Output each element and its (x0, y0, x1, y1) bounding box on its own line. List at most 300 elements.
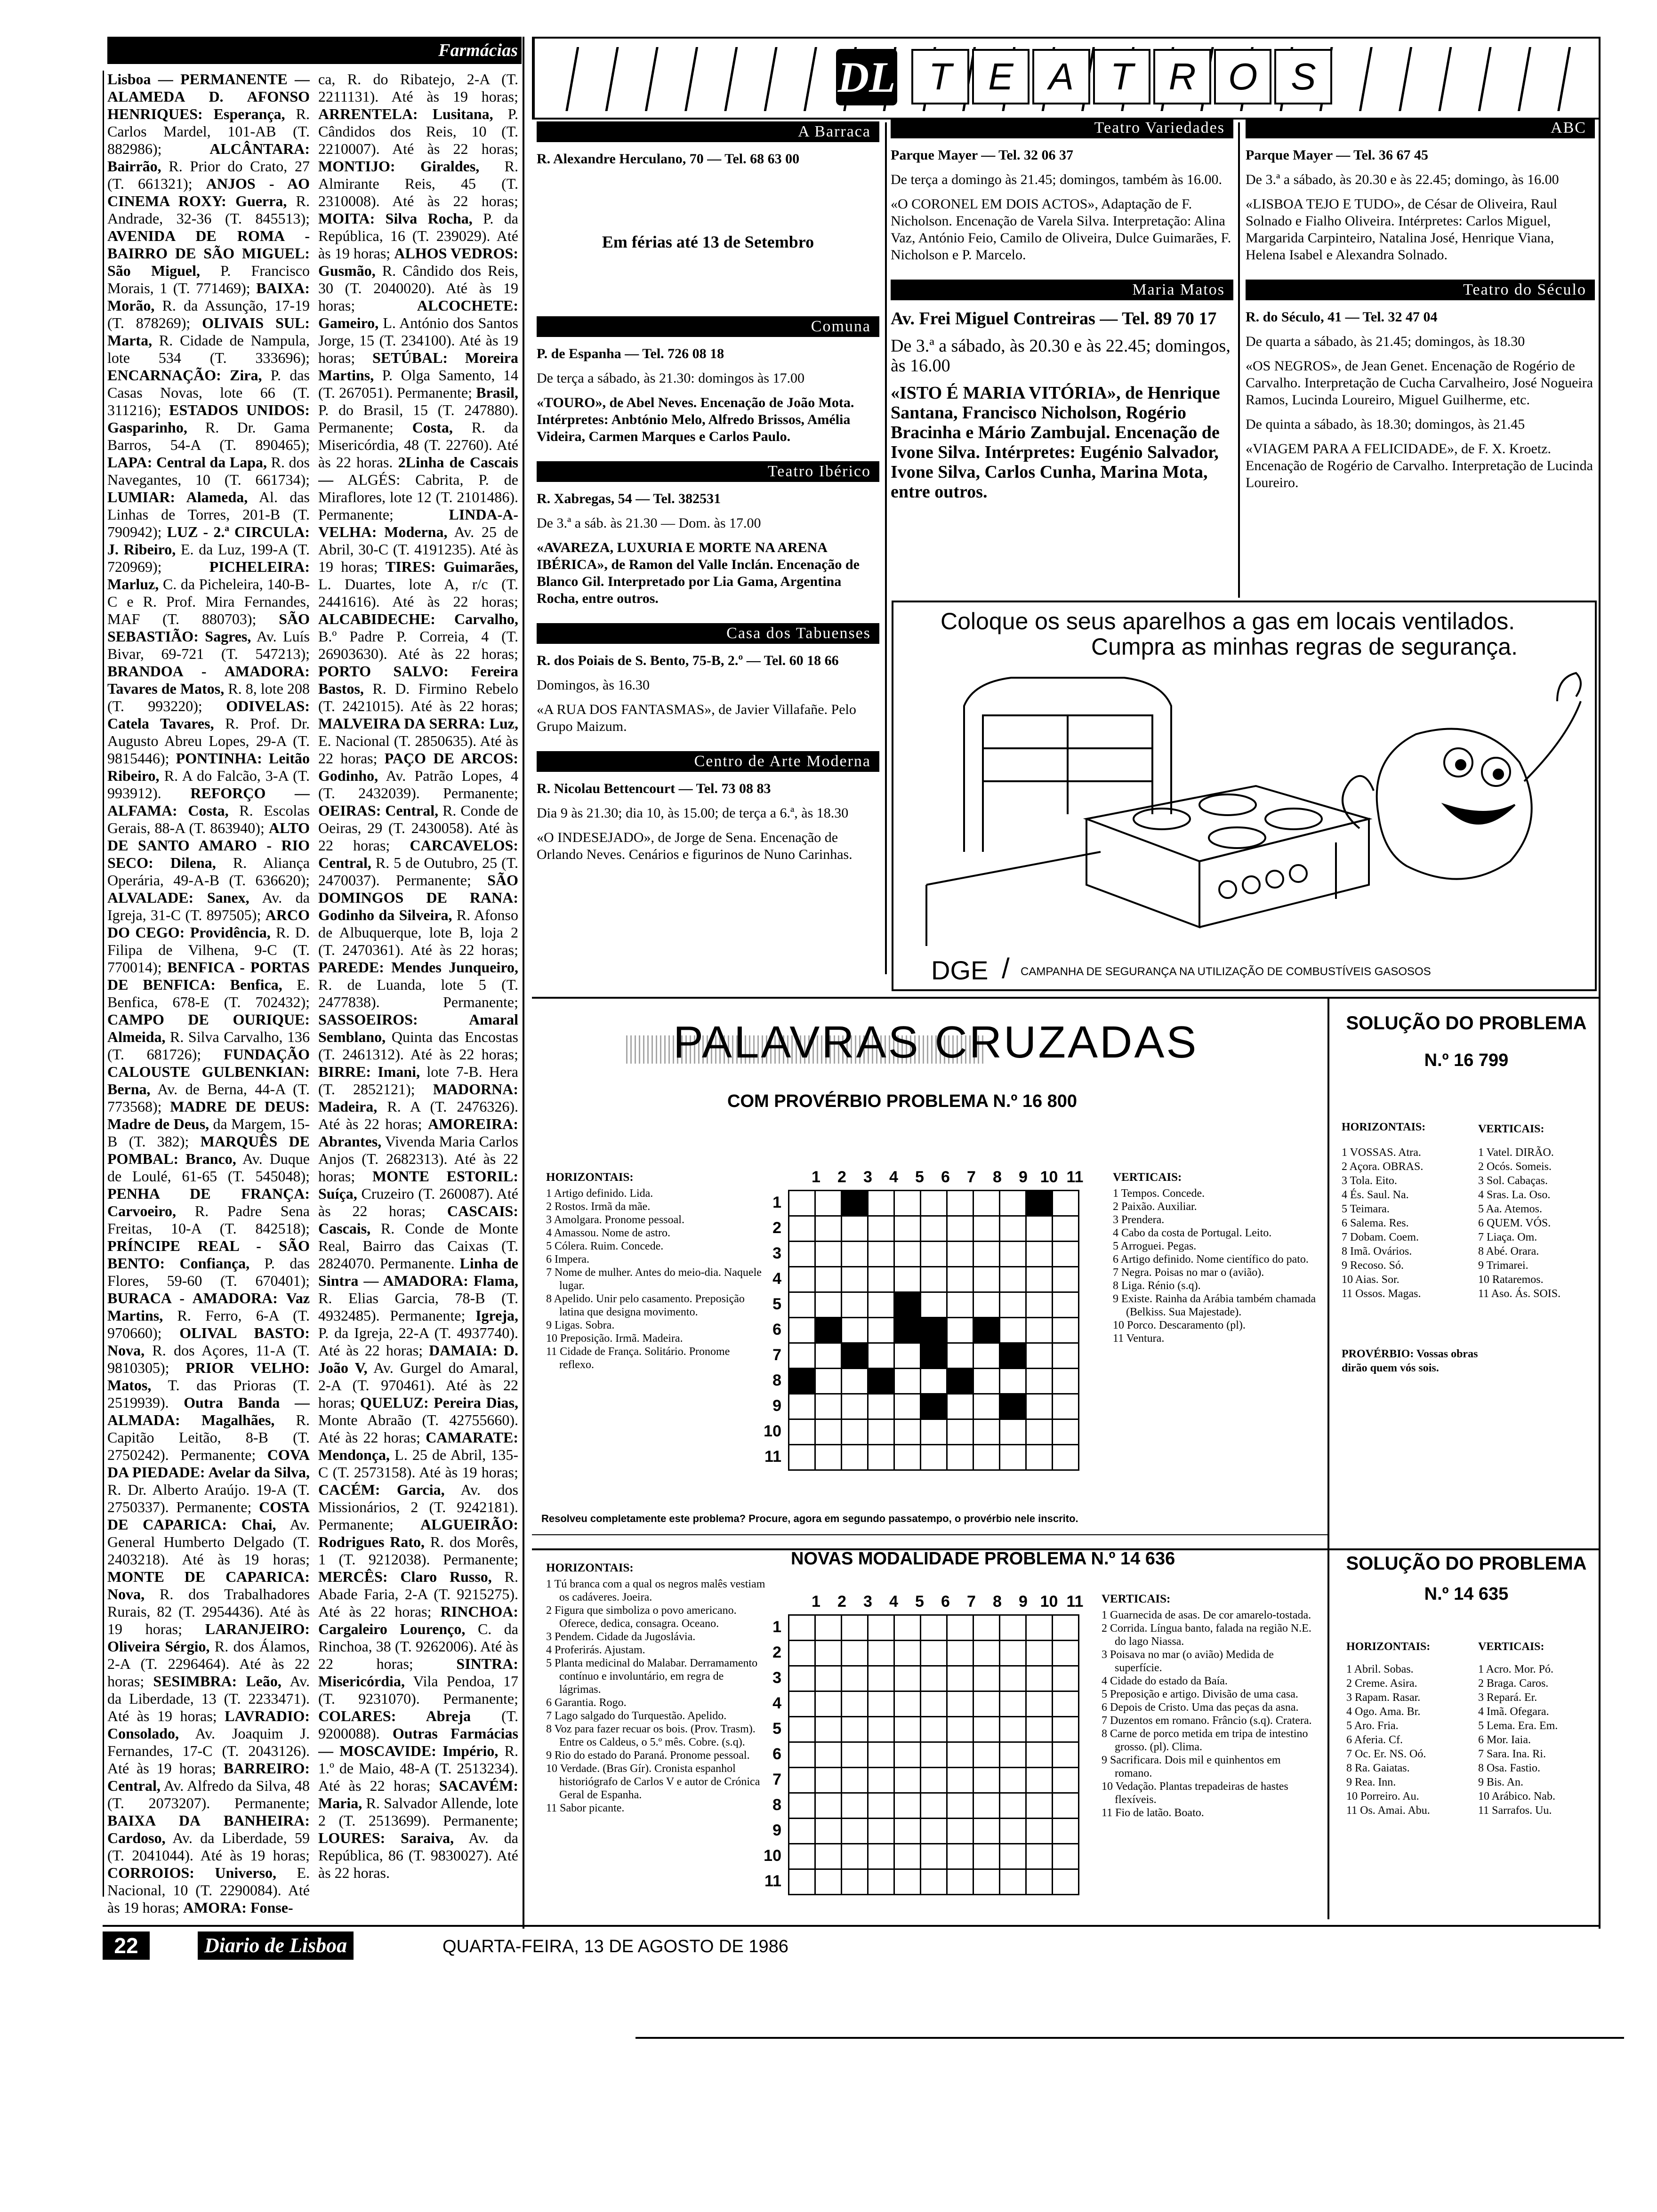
grid-row-number: 9 (772, 1821, 781, 1839)
grid-cell[interactable] (789, 1691, 815, 1717)
crossword2-grid[interactable] (788, 1614, 1079, 1895)
pharmacy-details: lote 7-B. Hera (T. 2852121); (318, 1063, 518, 1098)
grid-cell[interactable] (921, 1869, 947, 1895)
grid-cell[interactable] (842, 1717, 868, 1742)
grid-cell[interactable] (973, 1369, 1000, 1394)
grid-cell[interactable] (973, 1343, 1000, 1369)
grid-cell[interactable] (789, 1318, 815, 1343)
grid-cell[interactable] (789, 1666, 815, 1691)
grid-black-cell (1000, 1394, 1026, 1419)
grid-cell[interactable] (973, 1394, 1000, 1419)
grid-cell[interactable] (1053, 1869, 1079, 1895)
pharmacy-details: R. Afonso de Albuquerque, lote B, loja 2 (T. 2470361). Até às 22 horas; (318, 906, 518, 958)
grid-cell[interactable] (921, 1242, 947, 1267)
crossword2-horizontais (546, 1562, 767, 1919)
clue-item: 9 Recoso. Só. (1342, 1259, 1404, 1272)
grid-cell[interactable] (842, 1819, 868, 1844)
grid-cell[interactable] (973, 1869, 1000, 1895)
grid-cell[interactable] (1026, 1793, 1053, 1819)
grid-cell[interactable] (1000, 1191, 1026, 1216)
grid-cell[interactable] (921, 1844, 947, 1869)
grid-cell[interactable] (1000, 1615, 1026, 1641)
grid-cell[interactable] (868, 1641, 894, 1666)
grid-cell[interactable] (868, 1819, 894, 1844)
grid-cell[interactable] (973, 1768, 1000, 1793)
grid-cell[interactable] (815, 1369, 842, 1394)
grid-cell[interactable] (1053, 1394, 1079, 1419)
grid-cell[interactable] (921, 1615, 947, 1641)
grid-cell[interactable] (815, 1615, 842, 1641)
grid-cell[interactable] (947, 1717, 973, 1742)
pharmacy-name: PAÇO DE ARCOS: Godinho, (318, 750, 518, 784)
grid-cell[interactable] (894, 1819, 921, 1844)
grid-cell[interactable] (1053, 1666, 1079, 1691)
grid-cell[interactable] (1000, 1216, 1026, 1242)
grid-cell[interactable] (921, 1641, 947, 1666)
grid-cell[interactable] (921, 1216, 947, 1242)
grid-cell[interactable] (1000, 1768, 1026, 1793)
grid-cell[interactable] (973, 1717, 1000, 1742)
grid-cell[interactable] (894, 1717, 921, 1742)
solution1-title: SOLUÇÃO DO PROBLEMA (1346, 1013, 1587, 1034)
grid-cell[interactable] (842, 1394, 868, 1419)
grid-cell[interactable] (1026, 1869, 1053, 1895)
grid-cell[interactable] (815, 1717, 842, 1742)
grid-cell[interactable] (921, 1445, 947, 1470)
theatre-name-bar: ABC (1246, 118, 1595, 138)
grid-cell[interactable] (894, 1666, 921, 1691)
grid-cell[interactable] (973, 1216, 1000, 1242)
grid-cell[interactable] (921, 1819, 947, 1844)
grid-cell[interactable] (789, 1292, 815, 1318)
grid-row (789, 1819, 1079, 1844)
grid-cell[interactable] (947, 1292, 973, 1318)
grid-cell[interactable] (842, 1242, 868, 1267)
grid-cell[interactable] (921, 1191, 947, 1216)
grid-cell[interactable] (1026, 1717, 1053, 1742)
grid-row-number: 3 (772, 1244, 781, 1262)
grid-cell[interactable] (815, 1691, 842, 1717)
grid-cell[interactable] (789, 1191, 815, 1216)
grid-cell[interactable] (947, 1691, 973, 1717)
grid-cell[interactable] (868, 1869, 894, 1895)
clue-item: 5 Planta medicinal do Malabar. Derramamento contínuo e involuntário, em regra de lágrimas. (546, 1657, 758, 1696)
grid-cell[interactable] (1026, 1641, 1053, 1666)
grid-cell[interactable] (868, 1267, 894, 1292)
grid-cell[interactable] (868, 1242, 894, 1267)
grid-cell[interactable] (894, 1615, 921, 1641)
pharmacy-name: Lisboa — PERMANENTE — ALAMEDA D. AFONSO HENRIQUES: Esperança, (107, 71, 310, 122)
grid-cell[interactable] (1026, 1419, 1053, 1445)
grid-cell[interactable] (894, 1242, 921, 1267)
grid-cell[interactable] (894, 1394, 921, 1419)
grid-cell[interactable] (1026, 1844, 1053, 1869)
grid-cell[interactable] (789, 1742, 815, 1768)
grid-cell[interactable] (947, 1419, 973, 1445)
grid-cell[interactable] (1000, 1793, 1026, 1819)
grid-cell[interactable] (868, 1691, 894, 1717)
grid-cell[interactable] (947, 1191, 973, 1216)
grid-cell[interactable] (947, 1641, 973, 1666)
grid-cell[interactable] (1053, 1369, 1079, 1394)
grid-cell[interactable] (842, 1869, 868, 1895)
pharmacy-details: R. de Luanda, lote 5 (T. 2477838). Permanente; (318, 976, 518, 1010)
grid-column-number: 10 (1040, 1168, 1058, 1186)
pharmacy-name: MERCÊS: Claro Russo, (318, 1568, 492, 1585)
grid-cell[interactable] (815, 1869, 842, 1895)
pharmacy-name: Linha de Sintra — AMADORA: Flama, (318, 1255, 518, 1289)
grid-cell[interactable] (868, 1742, 894, 1768)
grid-cell[interactable] (868, 1292, 894, 1318)
clue-item: 10 Porreiro. Au. (1346, 1790, 1419, 1803)
grid-cell[interactable] (921, 1369, 947, 1394)
grid-cell[interactable] (973, 1691, 1000, 1717)
grid-cell[interactable] (789, 1267, 815, 1292)
grid-cell[interactable] (1000, 1318, 1026, 1343)
grid-cell[interactable] (894, 1869, 921, 1895)
grid-cell[interactable] (1000, 1691, 1026, 1717)
grid-cell[interactable] (842, 1419, 868, 1445)
theatre-name-bar: Teatro Ibérico (537, 461, 879, 482)
grid-cell[interactable] (1026, 1242, 1053, 1267)
grid-cell[interactable] (868, 1191, 894, 1216)
pharmacy-details: Quinta das Encostas (T. 2461312). Até às 22 horas; (318, 1028, 518, 1063)
grid-cell[interactable] (973, 1666, 1000, 1691)
grid-cell[interactable] (947, 1844, 973, 1869)
grid-cell[interactable] (973, 1419, 1000, 1445)
grid-cell[interactable] (789, 1641, 815, 1666)
grid-cell[interactable] (868, 1793, 894, 1819)
grid-cell[interactable] (868, 1318, 894, 1343)
grid-cell[interactable] (842, 1369, 868, 1394)
grid-cell[interactable] (1053, 1768, 1079, 1793)
grid-cell[interactable] (842, 1292, 868, 1318)
grid-cell[interactable] (1053, 1742, 1079, 1768)
grid-cell[interactable] (842, 1768, 868, 1793)
grid-cell[interactable] (789, 1819, 815, 1844)
grid-cell[interactable] (1053, 1691, 1079, 1717)
pharmacy-name: ALTO DE SANTO AMARO - RIO SECO: Dilena, (107, 819, 310, 871)
grid-cell[interactable] (1053, 1242, 1079, 1267)
grid-cell[interactable] (1000, 1419, 1026, 1445)
grid-cell[interactable] (1026, 1691, 1053, 1717)
grid-cell[interactable] (815, 1419, 842, 1445)
grid-cell[interactable] (842, 1666, 868, 1691)
grid-cell[interactable] (789, 1394, 815, 1419)
pharmacy-name: BRANDOA - AMADORA: Tavares de Matos, (107, 663, 310, 697)
grid-black-cell (842, 1191, 868, 1216)
grid-cell[interactable] (1053, 1343, 1079, 1369)
grid-cell[interactable] (815, 1242, 842, 1267)
grid-cell[interactable] (815, 1666, 842, 1691)
grid-cell[interactable] (815, 1292, 842, 1318)
grid-cell[interactable] (789, 1615, 815, 1641)
grid-cell[interactable] (868, 1343, 894, 1369)
grid-cell[interactable] (1053, 1641, 1079, 1666)
grid-cell[interactable] (1026, 1666, 1053, 1691)
grid-cell[interactable] (1026, 1318, 1053, 1343)
grid-cell[interactable] (894, 1691, 921, 1717)
pharmacy-details: L. António dos Santos Jorge, 15 (T. 234100). Até às 19 horas; (318, 314, 518, 366)
grid-cell[interactable] (815, 1641, 842, 1666)
grid-column-number: 8 (993, 1168, 1002, 1186)
grid-cell[interactable] (894, 1768, 921, 1793)
grid-cell[interactable] (947, 1445, 973, 1470)
grid-cell[interactable] (1000, 1869, 1026, 1895)
grid-cell[interactable] (842, 1742, 868, 1768)
grid-cell[interactable] (789, 1343, 815, 1369)
grid-cell[interactable] (868, 1666, 894, 1691)
pharmacy-name: Brasil, (476, 384, 518, 401)
grid-cell[interactable] (921, 1742, 947, 1768)
clue-item: 6 Impera. (546, 1253, 589, 1266)
grid-cell[interactable] (1000, 1267, 1026, 1292)
grid-cell[interactable] (842, 1216, 868, 1242)
grid-cell[interactable] (1053, 1191, 1079, 1216)
clue-item: 11 Ossos. Magas. (1342, 1288, 1421, 1300)
grid-cell[interactable] (1053, 1445, 1079, 1470)
grid-cell[interactable] (947, 1793, 973, 1819)
grid-cell[interactable] (921, 1292, 947, 1318)
grid-cell[interactable] (1026, 1267, 1053, 1292)
pharmacy-name: SÃO DOMINGOS DE RANA: Godinho da Silveira, (318, 872, 518, 923)
grid-cell[interactable] (842, 1445, 868, 1470)
grid-cell[interactable] (894, 1267, 921, 1292)
grid-cell[interactable] (815, 1768, 842, 1793)
grid-cell[interactable] (868, 1419, 894, 1445)
grid-cell[interactable] (921, 1419, 947, 1445)
grid-cell[interactable] (947, 1742, 973, 1768)
grid-black-cell (894, 1318, 921, 1343)
pharmacy-name: Outra Banda — ALMADA: Magalhães, (107, 1394, 310, 1428)
clue-item: 5 Cólera. Ruim. Concede. (546, 1240, 664, 1252)
pharmacy-name: PAREDE: Mendes Junqueiro, (318, 959, 518, 976)
grid-cell[interactable] (815, 1343, 842, 1369)
grid-cell[interactable] (1053, 1216, 1079, 1242)
clue-item: 6 Garantia. Rogo. (546, 1697, 627, 1709)
page-right-rule (1599, 37, 1601, 1929)
grid-cell[interactable] (789, 1768, 815, 1793)
grid-cell[interactable] (1053, 1844, 1079, 1869)
grid-cell[interactable] (921, 1793, 947, 1819)
grid-cell[interactable] (815, 1267, 842, 1292)
pharmacy-details: R. Dr. Alberto Araújo. 19-A (T. 2750337). Permanente; (107, 1481, 310, 1515)
grid-cell[interactable] (973, 1742, 1000, 1768)
grid-black-cell (921, 1394, 947, 1419)
grid-row-number: 10 (764, 1847, 781, 1865)
grid-cell[interactable] (789, 1419, 815, 1445)
grid-cell[interactable] (1053, 1292, 1079, 1318)
grid-cell[interactable] (789, 1717, 815, 1742)
pharmacy-details: Av. Luís Bivar, 69-721 (T. 547213); (107, 628, 310, 662)
grid-cell[interactable] (842, 1793, 868, 1819)
grid-cell[interactable] (894, 1191, 921, 1216)
grid-cell[interactable] (842, 1318, 868, 1343)
grid-cell[interactable] (973, 1793, 1000, 1819)
grid-cell[interactable] (868, 1844, 894, 1869)
grid-cell[interactable] (1000, 1717, 1026, 1742)
crossword1-grid[interactable] (788, 1190, 1079, 1471)
grid-cell[interactable] (789, 1242, 815, 1267)
grid-cell[interactable] (1053, 1419, 1079, 1445)
crossword1-horizontais-list (546, 1187, 767, 1371)
grid-cell[interactable] (894, 1641, 921, 1666)
grid-cell[interactable] (947, 1318, 973, 1343)
grid-cell[interactable] (947, 1343, 973, 1369)
grid-cell[interactable] (815, 1793, 842, 1819)
grid-cell[interactable] (973, 1292, 1000, 1318)
pharmacy-name: COVA DA PIEDADE: Avelar da Silva, (107, 1446, 310, 1481)
grid-cell[interactable] (789, 1793, 815, 1819)
pharmacy-header: Farmácias (438, 40, 518, 60)
grid-cell[interactable] (1026, 1292, 1053, 1318)
grid-cell[interactable] (1026, 1394, 1053, 1419)
grid-cell[interactable] (947, 1768, 973, 1793)
grid-cell[interactable] (842, 1615, 868, 1641)
grid-cell[interactable] (973, 1445, 1000, 1470)
grid-cell[interactable] (815, 1394, 842, 1419)
grid-cell[interactable] (921, 1666, 947, 1691)
grid-cell[interactable] (789, 1869, 815, 1895)
grid-cell[interactable] (1000, 1742, 1026, 1768)
grid-cell[interactable] (947, 1242, 973, 1267)
grid-cell[interactable] (1000, 1666, 1026, 1691)
solution1-v-list (1478, 1146, 1596, 1301)
grid-cell[interactable] (815, 1819, 842, 1844)
grid-cell[interactable] (894, 1216, 921, 1242)
grid-cell[interactable] (1026, 1742, 1053, 1768)
grid-cell[interactable] (894, 1793, 921, 1819)
grid-cell[interactable] (947, 1819, 973, 1844)
grid-cell[interactable] (894, 1844, 921, 1869)
grid-cell[interactable] (1026, 1343, 1053, 1369)
grid-cell[interactable] (1053, 1819, 1079, 1844)
grid-cell[interactable] (868, 1445, 894, 1470)
grid-cell[interactable] (1026, 1768, 1053, 1793)
grid-cell[interactable] (1026, 1216, 1053, 1242)
pharmacy-details: Vila Pendoa, 17 (T. 9231070). Permanente; (318, 1673, 518, 1707)
grid-cell[interactable] (1026, 1615, 1053, 1641)
grid-cell[interactable] (815, 1445, 842, 1470)
theatre-address: R. do Século, 41 — Tel. 32 47 04 (1246, 309, 1438, 325)
grid-cell[interactable] (921, 1691, 947, 1717)
pharmacy-name: ALHOS VEDROS: Gusmão, (318, 245, 518, 279)
grid-cell[interactable] (1000, 1292, 1026, 1318)
clue-item: 2 Rostos. Irmã da mãe. (546, 1201, 651, 1213)
grid-row-number: 11 (764, 1872, 781, 1890)
grid-cell[interactable] (947, 1267, 973, 1292)
grid-cell[interactable] (1000, 1369, 1026, 1394)
grid-cell[interactable] (815, 1191, 842, 1216)
theatre-info: De terça a sábado, às 21.30: domingos às 17.00 (537, 370, 805, 386)
grid-cell[interactable] (842, 1641, 868, 1666)
grid-cell[interactable] (894, 1419, 921, 1445)
grid-cell[interactable] (1026, 1445, 1053, 1470)
grid-row (789, 1419, 1079, 1445)
dl-logo: DL (836, 49, 897, 105)
clue-item: 2 Paixão. Auxiliar. (1113, 1201, 1197, 1213)
grid-cell[interactable] (921, 1267, 947, 1292)
grid-cell[interactable] (789, 1844, 815, 1869)
grid-cell[interactable] (842, 1267, 868, 1292)
grid-cell[interactable] (1000, 1819, 1026, 1844)
pharmacy-details: Vivenda Maria Carlos Anjos (T. 2682313). Até às 22 horas; (318, 1133, 518, 1185)
grid-cell[interactable] (973, 1641, 1000, 1666)
theatre-info: Domingos, às 16.30 (537, 677, 650, 693)
pharmacy-name: MOITA: Silva Rocha, (318, 210, 473, 227)
grid-cell[interactable] (1053, 1615, 1079, 1641)
grid-cell[interactable] (789, 1445, 815, 1470)
pharmacy-name: MALVEIRA DA SERRA: Luz, (318, 715, 518, 732)
grid-cell[interactable] (1000, 1242, 1026, 1267)
grid-cell[interactable] (894, 1445, 921, 1470)
grid-cell[interactable] (868, 1768, 894, 1793)
grid-cell[interactable] (1053, 1267, 1079, 1292)
grid-cell[interactable] (973, 1267, 1000, 1292)
clue-item: 4 Imã. Ofegara. (1478, 1706, 1549, 1718)
grid-cell[interactable] (815, 1216, 842, 1242)
pharmacy-column-2 (318, 71, 518, 1934)
grid-cell[interactable] (868, 1394, 894, 1419)
pharmacy-name: REFORÇO — ALFAMA: Costa, (107, 785, 310, 819)
pharmacy-name: ALCABIDECHE: Carvalho, (318, 610, 518, 627)
grid-cell[interactable] (815, 1844, 842, 1869)
teatros-letter: T (911, 49, 969, 104)
grid-cell[interactable] (1000, 1445, 1026, 1470)
grid-cell[interactable] (947, 1394, 973, 1419)
grid-cell[interactable] (947, 1666, 973, 1691)
grid-cell[interactable] (842, 1691, 868, 1717)
grid-cell[interactable] (973, 1191, 1000, 1216)
grid-cell[interactable] (973, 1844, 1000, 1869)
grid-black-cell (1000, 1343, 1026, 1369)
grid-cell[interactable] (947, 1869, 973, 1895)
grid-cell[interactable] (973, 1819, 1000, 1844)
grid-cell[interactable] (815, 1742, 842, 1768)
grid-cell[interactable] (842, 1844, 868, 1869)
pharmacy-name: MONTIJO: Giraldes, (318, 158, 480, 175)
grid-cell[interactable] (868, 1216, 894, 1242)
pharmacy-name: MONTE DE CAPARICA: Nova, (107, 1568, 310, 1603)
grid-cell[interactable] (973, 1615, 1000, 1641)
grid-cell[interactable] (789, 1216, 815, 1242)
grid-cell[interactable] (1026, 1369, 1053, 1394)
grid-cell[interactable] (894, 1369, 921, 1394)
grid-cell[interactable] (921, 1717, 947, 1742)
grid-cell[interactable] (947, 1615, 973, 1641)
theatre-name-bar: Casa dos Tabuenses (537, 623, 879, 644)
grid-cell[interactable] (973, 1242, 1000, 1267)
grid-cell[interactable] (894, 1343, 921, 1369)
grid-cell[interactable] (947, 1216, 973, 1242)
clue-item: 10 Preposição. Irmã. Madeira. (546, 1332, 683, 1345)
grid-cell[interactable] (868, 1615, 894, 1641)
theatre-listing (537, 316, 879, 445)
grid-cell[interactable] (1000, 1641, 1026, 1666)
crossword2-column-numbers (763, 1593, 1088, 1614)
teatros-letter: T (1093, 49, 1151, 104)
grid-cell[interactable] (921, 1768, 947, 1793)
grid-cell[interactable] (1026, 1819, 1053, 1844)
grid-cell[interactable] (894, 1742, 921, 1768)
solution2-h-list (1346, 1662, 1473, 1818)
grid-cell[interactable] (1053, 1717, 1079, 1742)
crossword2-title: NOVAS MODALIDADE PROBLEMA N.º 14 636 (791, 1549, 1175, 1569)
grid-cell[interactable] (1053, 1793, 1079, 1819)
grid-cell[interactable] (1053, 1318, 1079, 1343)
grid-cell[interactable] (1000, 1844, 1026, 1869)
grid-cell[interactable] (868, 1717, 894, 1742)
